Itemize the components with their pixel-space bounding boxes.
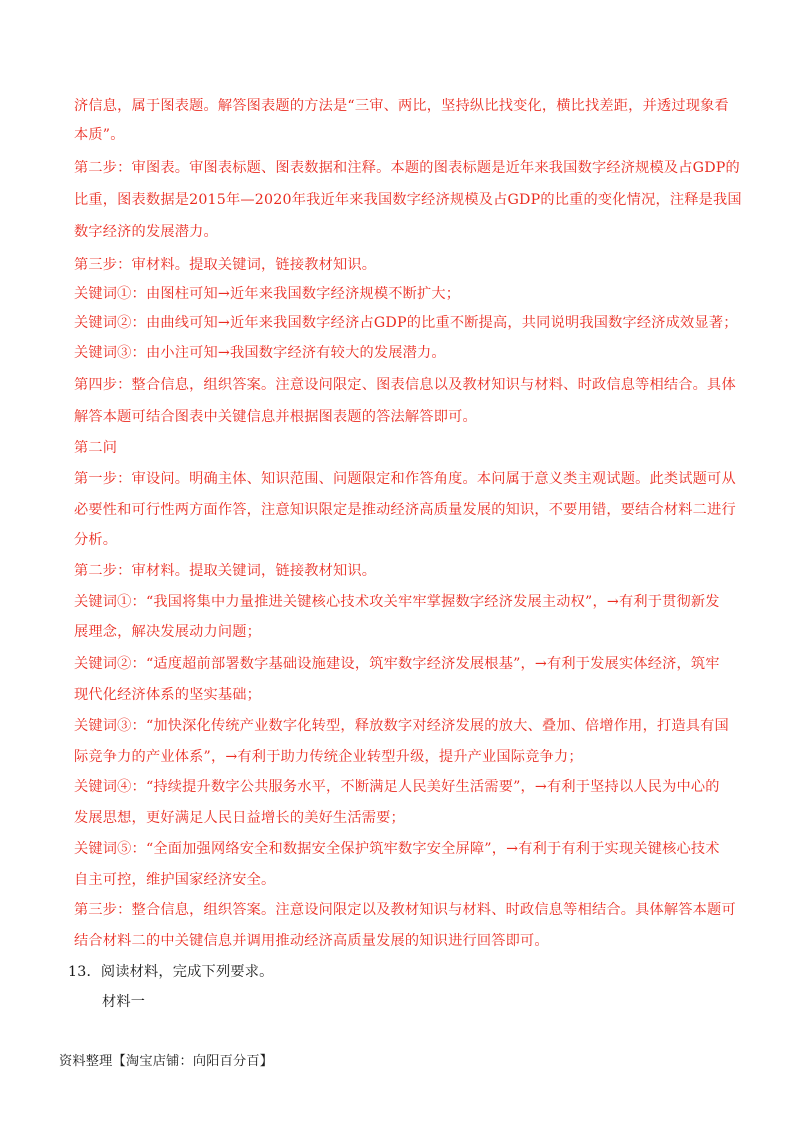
answer-line: 际竞争力的产业体系”，→有利于助力传统企业转型升级，提升产业国际竞争力； [74,749,583,765]
answer-line: 关键词②：由曲线可知→近年来我国数字经济占GDP的比重不断提高，共同说明我国数字经济成效显著； [74,315,738,331]
answer-line: 关键词③：“加快深化传统产业数字化转型，释放数字对经济发展的放大、叠加、倍增作用，打造具有国 [74,718,729,734]
answer-line: 关键词②：“适度超前部署数字基础设施建设，筑牢数字经济发展根基”，→有利于发展实体经济，筑牢 [74,656,720,672]
footer-text: 资料整理【淘宝店铺：向阳百分百】 [59,1054,274,1069]
answer-line: 比重，图表数据是2015年—2020年我近年来我国数字经济规模及占GDP的比重的变化情况，注释是我国 [74,192,742,208]
answer-line: 数字经济的发展潜力。 [74,224,218,240]
question-13-line: 13．阅读材料，完成下列要求。 [68,964,274,980]
answer-line: 关键词①：由图柱可知→近年来我国数字经济规模不断扩大； [74,286,461,302]
answer-line: 第二步：审材料。提取关键词，链接教材知识。 [74,563,377,579]
answer-line: 关键词⑤：“全面加强网络安全和数据安全保护筑牢数字安全屏障”，→有利于有利于实现关键核心技术 [74,841,720,857]
answer-line: 结合材料二的中关键信息并调用推动经济高质量发展的知识进行回答即可。 [74,933,549,949]
answer-line: 第三步：整合信息，组织答案。注意设问限定以及教材知识与材料、时政信息等相结合。具体解答本题可 [74,902,736,918]
answer-line: 解答本题可结合图表中关键信息并根据图表题的答法解答即可。 [74,409,477,425]
answer-line: 第一步：审设问。明确主体、知识范围、问题限定和作答角度。本问属于意义类主观试题。此类试题可从 [74,471,736,487]
answer-line: 关键词④：“持续提升数字公共服务水平，不断满足人民美好生活需要”，→有利于坚持以人民为中心的 [74,779,720,795]
answer-line: 第三步：审材料。提取关键词，链接教材知识。 [74,257,377,273]
answer-line: 关键词①：“我国将集中力量推进关键核心技术攻关牢牢掌握数字经济发展主动权”，→有利于贯彻新发 [74,594,720,610]
answer-line: 第二问 [74,440,118,456]
material-label: 材料一 [102,994,146,1010]
answer-line: 本质”。 [74,127,125,143]
answer-line: 第二步：审图表。审图表标题、图表数据和注释。本题的图表标题是近年来我国数字经济规模及占GDP的 [74,160,740,176]
answer-line: 第四步：整合信息，组织答案。注意设问限定、图表信息以及教材知识与材料、时政信息等相结合。具体 [74,377,736,393]
answer-line: 济信息，属于图表题。解答图表题的方法是“三审、两比，坚持纵比找变化，横比找差距，并透过现象看 [74,98,729,114]
answer-line: 现代化经济体系的坚实基础； [74,687,262,703]
answer-line: 自主可控，维护国家经济安全。 [74,872,276,888]
answer-line: 关键词③：由小注可知→我国数字经济有较大的发展潜力。 [74,345,446,361]
answer-line: 发展思想，更好满足人民日益增长的美好生活需要； [74,810,405,826]
answer-line: 展理念，解决发展动力问题； [74,624,262,640]
answer-line: 分析。 [74,532,118,548]
answer-line: 必要性和可行性两方面作答，注意知识限定是推动经济高质量发展的知识，不要用错，要结合材料二进行 [74,502,736,518]
